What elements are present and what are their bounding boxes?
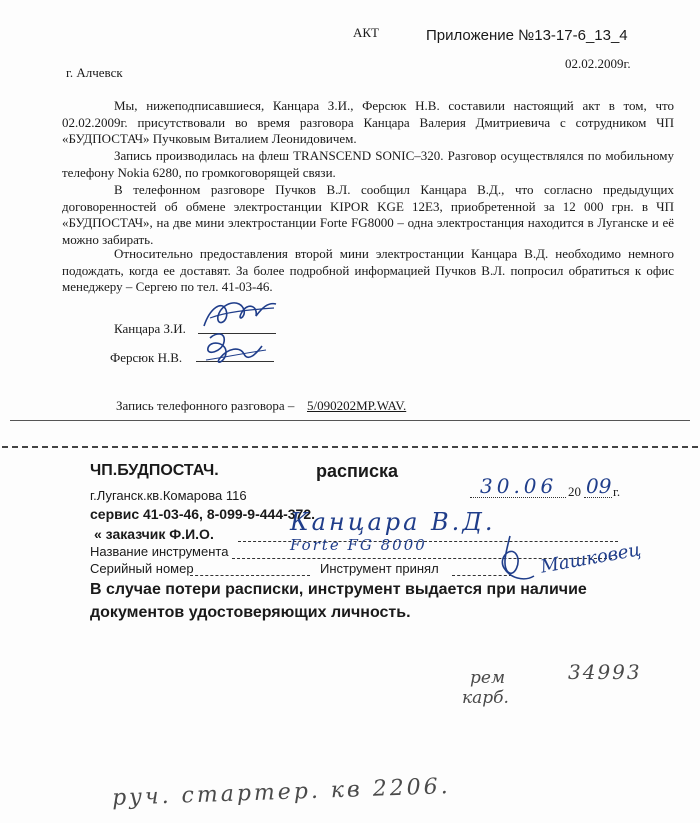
separator-line bbox=[10, 420, 690, 421]
receipt-date-day-month: 30.06 bbox=[480, 474, 558, 498]
receipt-date-century: 20 bbox=[568, 484, 581, 499]
paragraph-3: В телефонном разговоре Пучков В.Л. сообщил Канцара В.Д., что согласно предыдущих договоренностей об обмене электростанции KIPOR KGE 12E3, приобретенной за 12 000 грн. в ЧП «БУДПОСТАЧ», на две мини электростанции Forte FG8000 – одна электростанция находится в Луганске и её можно забирать. bbox=[62, 182, 674, 247]
accepted-label: Инструмент принял bbox=[320, 561, 439, 576]
act-date: 02.02.2009г. bbox=[565, 56, 631, 71]
record-file: 5/090202MP.WAV. bbox=[307, 398, 407, 413]
note-line-2: карб. bbox=[462, 688, 509, 708]
receipt-date-year: 09 bbox=[586, 474, 612, 498]
signature-fersyuk bbox=[196, 324, 276, 372]
receipt-title: расписка bbox=[316, 461, 398, 481]
customer-value: Канцара В.Д. bbox=[290, 508, 496, 536]
paragraph-2: Запись производилась на флеш TRANSCEND SONIC–320. Разговор осуществлялся по мобильному телефону Nokia 6280, по громкоговорящей связи. bbox=[62, 148, 674, 180]
act-title: АКТ bbox=[353, 25, 379, 40]
accepted-signature: Машковец bbox=[538, 539, 643, 578]
receipt-address: г.Луганск.кв.Комарова 116 bbox=[90, 488, 247, 503]
note-bottom: руч. стартер. кв 2206. bbox=[111, 774, 452, 811]
city: г. Алчевск bbox=[66, 65, 123, 80]
receipt-service: сервис 41-03-46, 8-099-9-444-372. bbox=[90, 506, 316, 522]
date-underline-1 bbox=[470, 497, 566, 498]
cut-line bbox=[2, 446, 698, 448]
serial-line bbox=[190, 575, 310, 576]
record-label: Запись телефонного разговора – bbox=[116, 398, 295, 413]
receipt-company: ЧП.БУДПОСТАЧ. bbox=[90, 462, 219, 479]
signer-2-label: Ферсюк Н.В. bbox=[110, 350, 183, 365]
note-number: 34993 bbox=[568, 660, 642, 684]
paragraph-4: Относительно предоставления второй мини электростанции Канцара В.Д. необходимо немного подождать, когда ее доставят. За более подробной информацией Пучков В.Л. попросил обратиться к офис менеджеру – Сергею по тел. 41-03-46. bbox=[62, 246, 674, 295]
receipt-notice: В случае потери расписки, инструмент выдается при наличие документов удостоверяющих личность. bbox=[90, 581, 587, 621]
instrument-label: Название инструмента bbox=[90, 544, 229, 559]
appendix-label: Приложение №13-17-6_13_4 bbox=[426, 27, 628, 44]
receipt-date-suffix: г. bbox=[613, 484, 621, 499]
signer-1-label: Канцара З.И. bbox=[114, 321, 186, 336]
paragraph-1: Мы, нижеподписавшиеся, Канцара З.И., Ферсюк Н.В. составили настоящий акт в том, что 02.02.2009г. присутствовали во время разговора Канцара Валерия Дмитриевича с сотрудником ЧП «БУДПОСТАЧ» Пучковым Виталием Леонидовичем. bbox=[62, 98, 674, 147]
serial-label: Серийный номер bbox=[90, 561, 194, 576]
customer-label: « заказчик Ф.И.О. bbox=[94, 526, 214, 542]
date-underline-2 bbox=[584, 497, 612, 498]
note-line-1: рем bbox=[470, 668, 506, 688]
instrument-value: Forte FG 8000 bbox=[290, 536, 427, 554]
